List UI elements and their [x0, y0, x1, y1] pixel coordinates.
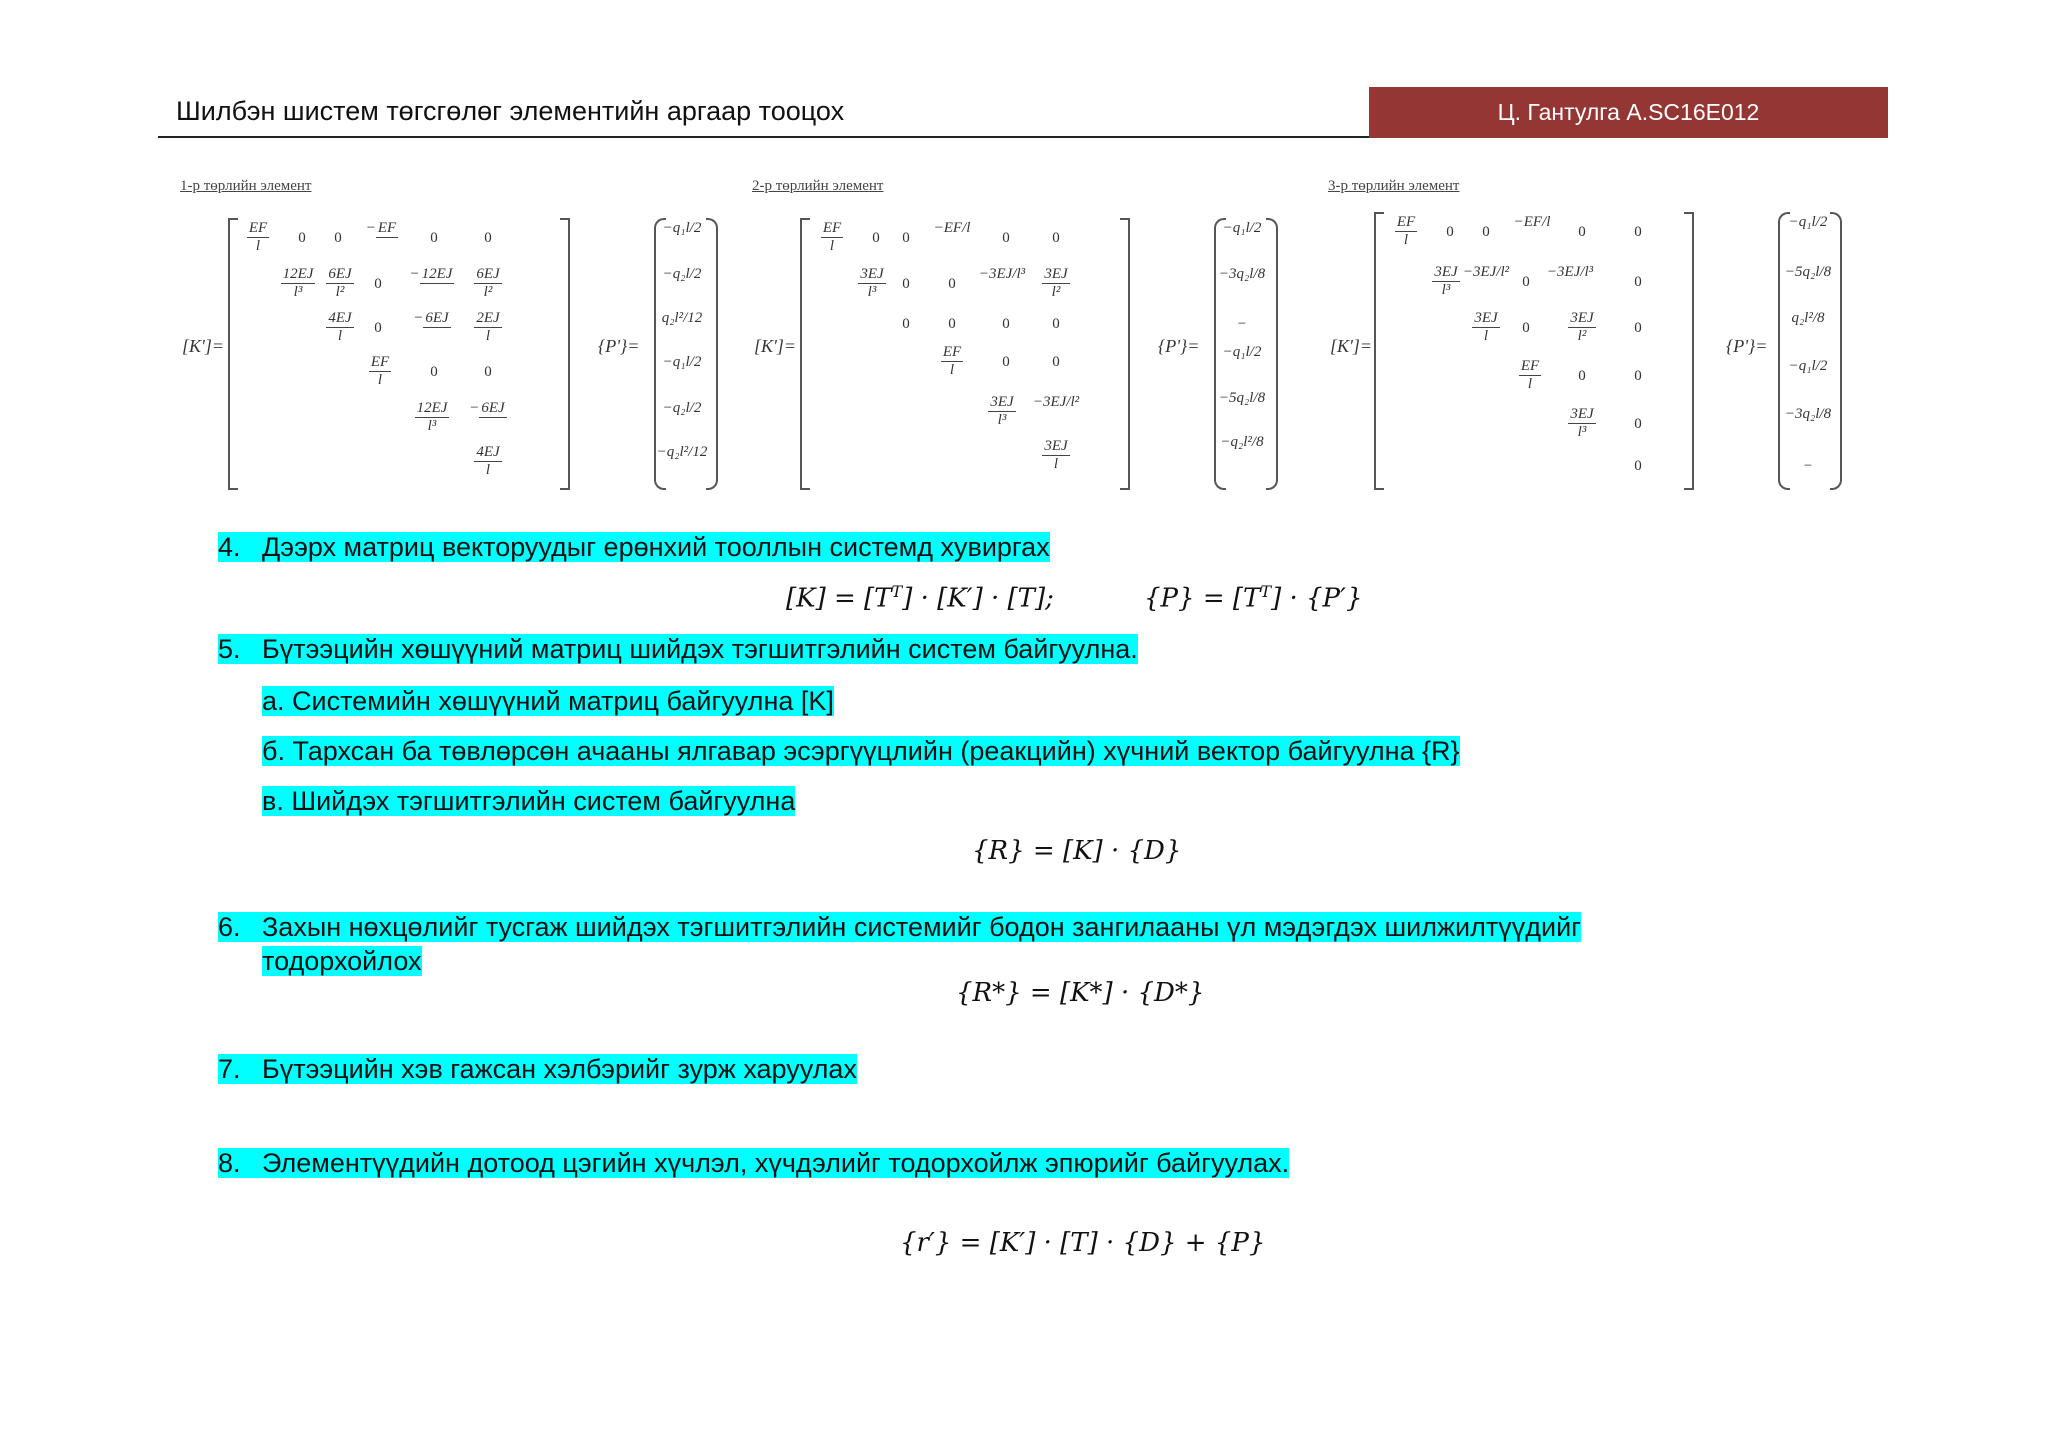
list-item-text: Захын нөхцөлийг тусгаж шийдэх тэгшитгэлийн системийг бодон зангилааны үл мэдэгдэх шилжилтүүдийг [262, 912, 1582, 942]
k-label-3: [K']= [1330, 336, 1373, 356]
equation-internal-forces: {r′} = [K′] · [T] · {D} + {P} [900, 1228, 1266, 1258]
list-item-number: 8. [218, 1148, 241, 1178]
p-label-3: {P'}= [1726, 336, 1768, 356]
list-item-text-continued: тодорхойлох [262, 946, 422, 976]
list-item-text: Дээрх матриц векторуудыг ерөнхий тооллын системд хувиргах [262, 532, 1050, 562]
matrix-2-right-bracket [1120, 218, 1130, 490]
list-item-5 [218, 632, 1138, 666]
vector-3-left-brace [1778, 212, 1790, 490]
sub-item-c: в. Шийдэх тэгшитгэлийн систем байгуулна [262, 786, 796, 816]
list-item-7 [218, 1052, 857, 1086]
sub-item-a: а. Системийн хөшүүний матриц байгуулна [K] [262, 686, 834, 716]
list-item-text: Элементүүдийн дотоод цэгийн хүчлэл, хүчдэлийг тодорхойлж эпюрийг байгуулах. [262, 1148, 1290, 1178]
list-item-text: Бүтээцийн хэв гажсан хэлбэрийг зурж харуулах [262, 1054, 857, 1084]
matrix-3-right-bracket [1684, 212, 1694, 490]
vector-3-right-brace [1830, 212, 1842, 490]
matrix-caption-1: 1-р төрлийн элемент [180, 178, 312, 194]
page-header-title: Шилбэн шистем төгсгөлөг элементийн аргаар тооцох [176, 96, 845, 126]
list-item-text: Бүтээцийн хөшүүний матриц шийдэх тэгшитгэлийн систем байгуулна. [262, 634, 1138, 664]
equation-load-transform: $\{P\} = [T^T] \cdot \{P'\}$ [1144, 582, 1363, 614]
p-label-2: {P'}= [1158, 336, 1200, 356]
equation-system: {R} = [K] · {D} [972, 836, 1182, 866]
list-item-4 [218, 530, 1050, 564]
matrix-3-left-bracket [1374, 212, 1384, 490]
matrix-1-left-bracket [228, 218, 238, 490]
list-item-8 [218, 1146, 1289, 1180]
list-item-number: 5. [218, 634, 241, 664]
k-label-1: [K']= [182, 336, 225, 356]
list-item-number: 7. [218, 1054, 241, 1084]
element-matrices-figure: 1-р төрлийн элемент 2-р төрлийн элемент 3-р төрлийн элемент [K']= $\frac{EF}{l}$ 0 0 − EF 0 0 $\frac{12EJ}{\text{l³}}$ $\frac{6EJ}{\text{l²}}$ 0 − 12EJ $\frac{6EJ}{\text{l²}}$ $\frac{4EJ}{l}$ 0 − 6EJ $\frac{2EJ}{l}$ $\frac{EF}{l}$ 0 0 $\frac{12EJ}{\text{l³}}$ − 6EJ $\frac{4EJ}{l}$ {P'}= −q₁l/2 −q₂l/2 q₂l²/12 −q₁l/2 −q₂l/2 −q₂l²/12 [K']= $\frac{EF}{l}$ 0 0 −EF/l 0 0 $\frac{3EJ}{\text{l³}}$ 0 0 −3EJ/l³ $\frac{3EJ}{\text{l²}}$ 0 0 0 0 $\frac{EF}{l}$ 0 0 $\frac{3EJ}{\text{l³}}$ −3EJ/l² $\frac{3EJ}{l}$ {P'}= −q₁l/2 −3q₂l/8 − −q₁l/2 −5q₂l/8 −q₂l²/8 [K']= $\frac{EF}{l}$ 0 0 −EF/l 0 0 $\frac{3EJ}{\text{l³}}$ −3EJ/l² 0 −3EJ/l³ 0 $\frac{3EJ}{l}$ 0 $\frac{3EJ}{\text{l²}}$ 0 $\frac{EF}{l}$ 0 0 $\frac{3EJ}{\text{l³}}$ 0 0 {P'}= −q₁l/2 −5q₂l/8 q₂l²/8 −q₁l/2 −3q₂l/8 − [158, 168, 1878, 498]
sub-item-b: б. Тархсан ба төвлөрсөн ачааны ялгавар эсэргүүцлийн (реакцийн) хүчний вектор байгуулна {R} [262, 736, 1460, 766]
equation-boundary: {R*} = [K*] · {D*} [956, 978, 1205, 1008]
matrix-caption-2: 2-р төрлийн элемент [752, 178, 884, 194]
p-label-1: {P'}= [598, 336, 640, 356]
matrix-caption-3: 3-р төрлийн элемент [1328, 178, 1460, 194]
header-author-badge: Ц. Гантулга A.SC16E012 [1369, 87, 1888, 138]
list-item-number: 4. [218, 532, 241, 562]
matrix-2-left-bracket [800, 218, 810, 490]
matrix-1-right-bracket [560, 218, 570, 490]
equation-stiffness-transform: $[K] = [T^T] \cdot [K'] \cdot [T]$; [786, 582, 1054, 614]
header-divider [158, 136, 1370, 138]
list-item-number: 6. [218, 912, 241, 942]
list-item-6 [218, 910, 1688, 978]
k-label-2: [K']= [754, 336, 797, 356]
